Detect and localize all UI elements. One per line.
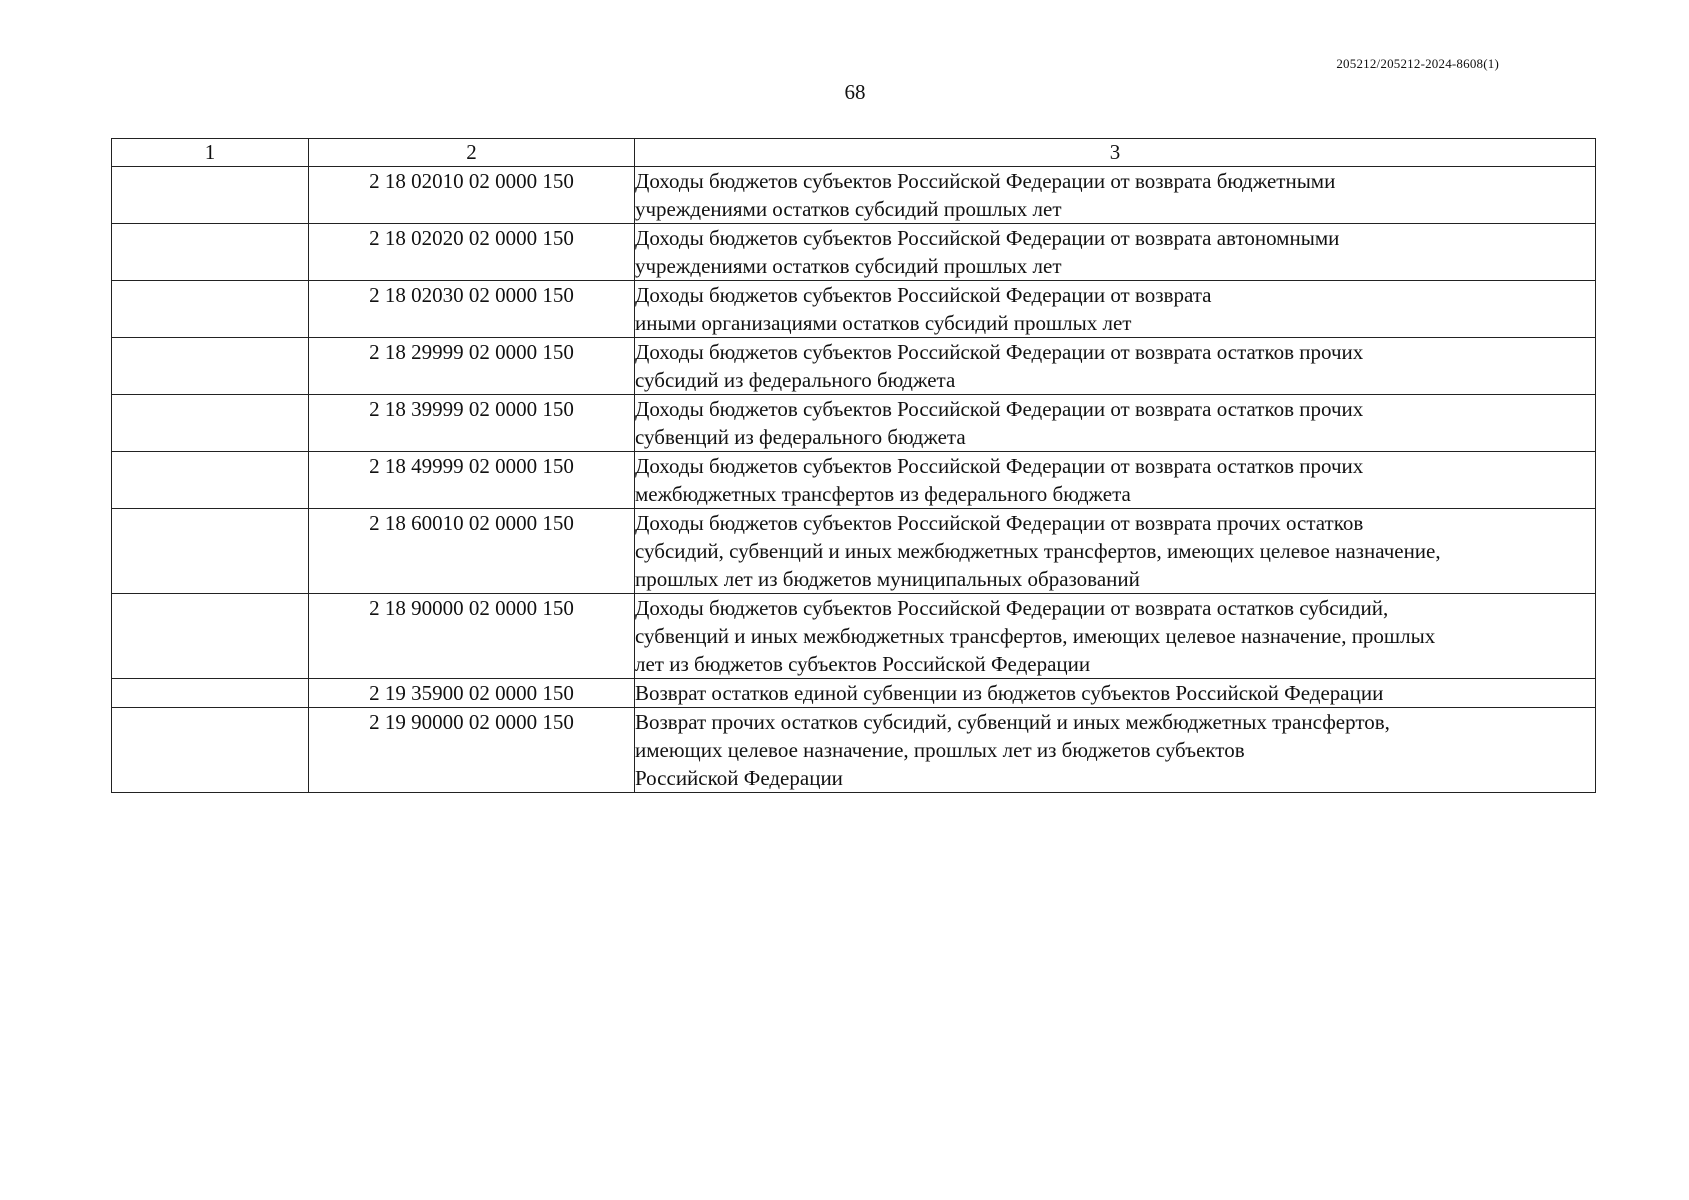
description-cell (635, 338, 1596, 395)
page-number: 68 (844, 80, 866, 104)
description-cell (635, 594, 1596, 679)
table-row (112, 594, 1596, 679)
table-body (112, 167, 1596, 793)
description-line: лет из бюджетов субъектов Российской Федерации (635, 652, 1091, 676)
description-line: Возврат прочих остатков субсидий, субвенций и иных межбюджетных трансфертов, (635, 710, 1390, 734)
description-line: Доходы бюджетов субъектов Российской Федерации от возврата (635, 283, 1212, 307)
description-cell (635, 167, 1596, 224)
description-line: Доходы бюджетов субъектов Российской Федерации от возврата прочих остатков (635, 511, 1364, 535)
description-line: Доходы бюджетов субъектов Российской Федерации от возврата остатков прочих (635, 454, 1364, 478)
table-row (112, 395, 1596, 452)
row-index-cell (112, 679, 309, 708)
row-index-cell (112, 167, 309, 224)
budget-code-cell: 2 18 49999 02 0000 150 (309, 452, 635, 509)
budget-code-cell: 2 18 02010 02 0000 150 (309, 167, 635, 224)
income-codes-table (111, 138, 1596, 793)
description-cell (635, 395, 1596, 452)
description-line: Российской Федерации (635, 766, 843, 790)
description-cell (635, 679, 1596, 708)
description-line: Доходы бюджетов субъектов Российской Федерации от возврата остатков прочих (635, 340, 1364, 364)
description-line: прошлых лет из бюджетов муниципальных образований (635, 567, 1140, 591)
description-line: субсидий, субвенций и иных межбюджетных трансфертов, имеющих целевое назначение, (635, 539, 1441, 563)
description-line: иными организациями остатков субсидий прошлых лет (635, 311, 1132, 335)
description-cell (635, 708, 1596, 793)
table-row (112, 708, 1596, 793)
column-header-2: 2 (309, 139, 635, 167)
row-index-cell (112, 224, 309, 281)
budget-code-cell: 2 19 90000 02 0000 150 (309, 708, 635, 793)
description-line: имеющих целевое назначение, прошлых лет из бюджетов субъектов (635, 738, 1245, 762)
row-index-cell (112, 594, 309, 679)
row-index-cell (112, 509, 309, 594)
description-cell (635, 452, 1596, 509)
budget-code-cell: 2 18 02020 02 0000 150 (309, 224, 635, 281)
description-cell (635, 509, 1596, 594)
table-row (112, 224, 1596, 281)
row-index-cell (112, 338, 309, 395)
description-line: Доходы бюджетов субъектов Российской Федерации от возврата остатков прочих (635, 397, 1364, 421)
description-line: учреждениями остатков субсидий прошлых лет (635, 254, 1062, 278)
budget-code-cell: 2 18 02030 02 0000 150 (309, 281, 635, 338)
row-index-cell (112, 452, 309, 509)
description-line: Доходы бюджетов субъектов Российской Федерации от возврата автономными (635, 226, 1340, 250)
budget-code-cell: 2 19 35900 02 0000 150 (309, 679, 635, 708)
budget-code-cell: 2 18 60010 02 0000 150 (309, 509, 635, 594)
column-header-1: 1 (112, 139, 309, 167)
description-line: межбюджетных трансфертов из федерального бюджета (635, 482, 1131, 506)
table-row (112, 281, 1596, 338)
table-row (112, 167, 1596, 224)
description-line: Доходы бюджетов субъектов Российской Федерации от возврата бюджетными (635, 169, 1336, 193)
table-row (112, 679, 1596, 708)
column-header-3: 3 (635, 139, 1596, 167)
budget-code-cell: 2 18 39999 02 0000 150 (309, 395, 635, 452)
table-header-row (112, 139, 1596, 167)
description-line: субвенций и иных межбюджетных трансфертов, имеющих целевое назначение, прошлых (635, 624, 1436, 648)
budget-code-cell: 2 18 29999 02 0000 150 (309, 338, 635, 395)
row-index-cell (112, 708, 309, 793)
budget-code-cell: 2 18 90000 02 0000 150 (309, 594, 635, 679)
description-cell (635, 224, 1596, 281)
description-line: субсидий из федерального бюджета (635, 368, 956, 392)
row-index-cell (112, 395, 309, 452)
description-line: субвенций из федерального бюджета (635, 425, 966, 449)
table-header (112, 139, 1596, 167)
description-line: Возврат остатков единой субвенции из бюджетов субъектов Российской Федерации (635, 681, 1384, 705)
description-line: учреждениями остатков субсидий прошлых лет (635, 197, 1062, 221)
description-line: Доходы бюджетов субъектов Российской Федерации от возврата остатков субсидий, (635, 596, 1389, 620)
table-row (112, 509, 1596, 594)
description-cell (635, 281, 1596, 338)
document-id: 205212/205212-2024-8608(1) (1336, 56, 1499, 71)
row-index-cell (112, 281, 309, 338)
table-row (112, 452, 1596, 509)
table-row (112, 338, 1596, 395)
